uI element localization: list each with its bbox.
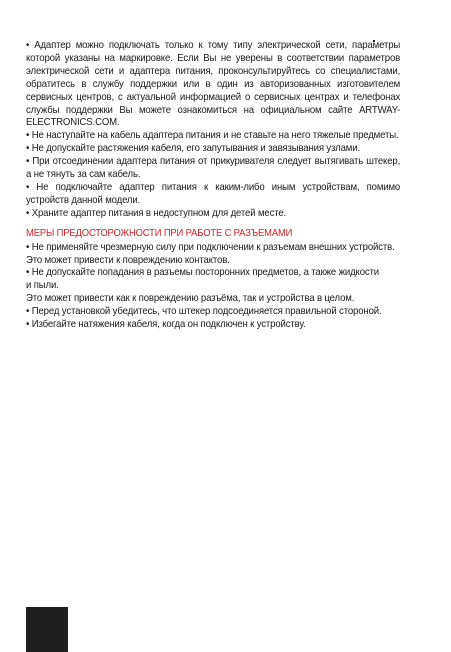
section-heading-connectors: МЕРЫ ПРЕДОСТОРОЖНОСТИ ПРИ РАБОТЕ С РАЗЪЕМАМИ	[26, 227, 293, 239]
paragraph-plug-orientation: • Перед установкой убедитесь, что штекер подсоединяется правильной стороной.	[26, 306, 382, 318]
paragraph-no-cable-stretching: • Не допускайте растяжения кабеля, его запутывания и завязывания узлами.	[26, 143, 360, 155]
paragraph-avoid-cable-tension: • Избегайте натяжения кабеля, когда он подключен к устройству.	[26, 319, 306, 331]
paragraph-connector-damage: Это может привести как к повреждению разъёма, так и устройства в целом.	[26, 293, 355, 305]
paragraph-no-excessive-force: • Не применяйте чрезмерную силу при подключении к разъемам внешних устройств.	[26, 241, 395, 253]
paragraph-unplug-by-plug: • При отсоединении адаптера питания от прикуривателя следует вытягивать штекер, а не тянуть за сам кабель.	[26, 156, 401, 181]
paragraph-no-stepping-on-cable: • Не наступайте на кабель адаптера питания и не ставьте на него тяжелые предметы.	[26, 130, 399, 142]
paragraph-no-foreign-objects-continued: и пыли.	[26, 280, 59, 292]
paragraph-no-foreign-objects: • Не допускайте попадания в разъемы посторонних предметов, а также жидкости	[26, 267, 379, 279]
paragraph-network-compatibility: • Адаптер можно подключать только к тому типу электрической сети, параметры которой указаны на маркировке. Если Вы не уверены в соответствии параметров электрической сети и адаптера питания, проконсультируйтесь со специалистами, обратитесь в службу поддержки или в один из авторизованных изготовителем сервисных центров, с актуальной информацией о сервисных центрах и телефонах службы поддержки Вы можете ознакомиться на официальном сайте ARTWAY-ELECTRONICS.COM.	[26, 40, 401, 129]
paragraph-other-devices: • Не подключайте адаптер питания к каким-либо иным устройствам, помимо устройств данной модели.	[26, 181, 401, 206]
paragraph-contact-damage: Это может привести к повреждению контактов.	[26, 254, 230, 266]
safety-text	[26, 40, 400, 332]
page-corner-tab	[26, 607, 68, 652]
paragraph-keep-from-children: • Храните адаптер питания в недоступном для детей месте.	[26, 207, 287, 219]
